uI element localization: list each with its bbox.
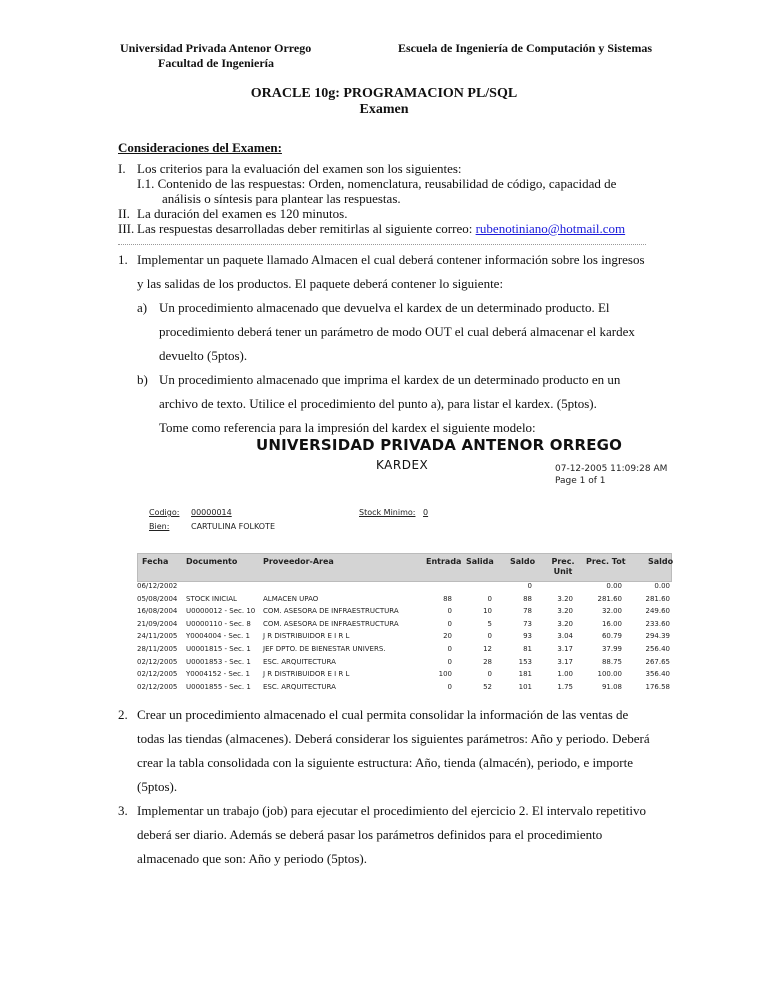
col-entrada: Entrada xyxy=(426,557,462,566)
cell-saldo: 153 xyxy=(518,657,532,666)
cell-saldo-2: 356.40 xyxy=(645,670,670,679)
cell-entrada: 20 xyxy=(443,632,452,641)
q2-line-2: todas las tiendas (almacenes). Deberá considerar los siguientes parámetros: Año y periodo. Deberá xyxy=(137,731,650,746)
table-row xyxy=(137,669,670,680)
table-row xyxy=(137,657,670,668)
cell-entrada: 0 xyxy=(447,682,452,691)
divider xyxy=(118,244,646,245)
university-name: Universidad Privada Antenor Orrego xyxy=(120,41,312,55)
q1b-label: b) xyxy=(137,372,148,387)
page-header-left xyxy=(120,41,380,71)
cell-saldo: 181 xyxy=(518,670,532,679)
cell-prec-unit: 3.17 xyxy=(557,657,573,666)
cell-prec-unit: 1.00 xyxy=(557,670,573,679)
q3-line-3: almacenado que son: Año y periodo (5ptos). xyxy=(137,851,367,866)
cell-saldo: 93 xyxy=(523,632,532,641)
cell-saldo-2: 267.65 xyxy=(645,657,670,666)
table-row xyxy=(137,631,670,642)
cell-fecha: 21/09/2004 xyxy=(137,619,178,628)
table-row xyxy=(137,619,670,630)
faculty-name: Facultad de Ingeniería xyxy=(158,56,274,70)
cell-salida: 12 xyxy=(483,645,492,653)
kardex-bien-value: CARTULINA FOLKOTE xyxy=(191,522,275,531)
table-row xyxy=(137,644,670,655)
table-row xyxy=(137,606,670,617)
document-title: ORACLE 10g: PROGRAMACION PL/SQL xyxy=(250,86,518,101)
q1a-line-3: devuelto (5ptos). xyxy=(159,348,248,363)
cell-documento: Y0004152 - Sec. 1 xyxy=(186,670,250,679)
cell-fecha: 28/11/2005 xyxy=(137,645,178,653)
cell-prec-tot: 60.79 xyxy=(601,632,622,641)
cell-salida: 10 xyxy=(483,607,492,616)
q1b-line-2: archivo de texto. Utilice el procedimiento del punto a), para listar el kardex. (5ptos). xyxy=(159,396,597,411)
consideration-1-1-text: I.1. Contenido de las respuestas: Orden, nomenclatura, reusabilidad de código, capacidad de xyxy=(137,176,617,191)
col-fecha: Fecha xyxy=(142,557,169,566)
q2-number: 2. xyxy=(118,707,128,722)
cell-prec-unit: 3.20 xyxy=(557,607,573,616)
kardex-stock-label: Stock Minimo: xyxy=(359,508,416,517)
kardex-codigo-label: Codigo: xyxy=(149,508,180,517)
table-row xyxy=(137,594,670,605)
cell-saldo-2: 256.40 xyxy=(645,645,670,653)
cell-fecha: 06/12/2002 xyxy=(137,582,178,590)
cell-entrada: 0 xyxy=(447,619,452,628)
cell-proveedor: COM. ASESORA DE INFRAESTRUCTURA xyxy=(263,607,399,616)
col-salida: Salida xyxy=(466,557,494,566)
cell-prec-unit: 3.20 xyxy=(557,619,573,628)
cell-prec-tot: 88.75 xyxy=(601,657,622,666)
q1a-line-1: Un procedimiento almacenado que devuelva el kardex de un determinado producto. El xyxy=(159,300,610,315)
cell-saldo: 81 xyxy=(523,645,532,653)
q3-line-2: deberá ser diario. Además se deberá pasar los parámetros definidos para el procedimiento xyxy=(137,827,603,842)
q3-line-1: Implementar un trabajo (job) para ejecutar el procedimiento del ejercicio 2. El intervalo repetitivo xyxy=(137,803,646,818)
cell-documento: U0001855 - Sec. 1 xyxy=(186,682,251,691)
q3-number: 3. xyxy=(118,803,128,818)
cell-saldo-2: 294.39 xyxy=(645,632,670,641)
col-saldo-2: Saldo xyxy=(648,557,674,566)
col-prec-tot: Prec. Tot xyxy=(586,557,626,566)
cell-entrada: 0 xyxy=(447,657,452,666)
q1a-line-2: procedimiento deberá tener un parámetro de modo OUT el cual deberá almacenar el kardex xyxy=(159,324,635,339)
cell-proveedor: J R DISTRIBUIDOR E I R L xyxy=(263,632,350,641)
kardex-stock-value: 0 xyxy=(423,508,429,517)
cell-saldo: 78 xyxy=(523,607,532,616)
kardex-page: Page 1 of 1 xyxy=(555,476,606,486)
cell-saldo-2: 233.60 xyxy=(645,619,670,628)
kardex-table-header xyxy=(137,553,672,582)
cell-proveedor: ESC. ARQUITECTURA xyxy=(263,657,336,666)
kardex-codigo-value: 00000014 xyxy=(191,508,232,517)
consideration-2-num: II. xyxy=(118,206,130,221)
consideration-3-text: Las respuestas desarrolladas deber remitirlas al siguiente correo: xyxy=(137,221,473,236)
cell-entrada: 0 xyxy=(447,645,452,653)
q1-line-2: y las salidas de los productos. El paquete deberá contener lo siguiente: xyxy=(137,276,504,291)
cell-prec-unit: 3.20 xyxy=(557,594,573,603)
col-proveedor: Proveedor-Area xyxy=(263,557,334,566)
cell-documento: STOCK INICIAL xyxy=(186,594,237,603)
col-documento: Documento xyxy=(186,557,238,566)
considerations-heading: Consideraciones del Examen: xyxy=(118,140,282,155)
consideration-3-line xyxy=(137,221,625,236)
cell-prec-tot: 0.00 xyxy=(606,582,622,590)
cell-prec-tot: 32.00 xyxy=(601,607,622,616)
cell-saldo-2: 281.60 xyxy=(645,594,670,603)
cell-entrada: 88 xyxy=(443,594,452,603)
cell-proveedor: COM. ASESORA DE INFRAESTRUCTURA xyxy=(263,619,399,628)
cell-documento: U0000012 - Sec. 10 xyxy=(186,607,256,616)
email-link[interactable]: rubenotiniano@hotmail.com xyxy=(475,221,626,236)
cell-salida: 5 xyxy=(487,619,492,628)
kardex-title: KARDEX xyxy=(376,458,429,472)
q1b-line-3: Tome como referencia para la impresión del kardex el siguiente modelo: xyxy=(159,420,536,435)
cell-saldo-2: 0.00 xyxy=(654,582,670,590)
cell-saldo: 73 xyxy=(523,619,532,628)
col-saldo: Saldo xyxy=(510,557,536,566)
table-row xyxy=(137,581,670,592)
table-row xyxy=(137,682,670,693)
cell-proveedor: J R DISTRIBUIDOR E I R L xyxy=(263,670,350,679)
cell-prec-tot: 281.60 xyxy=(597,594,622,603)
q1-number: 1. xyxy=(118,252,128,267)
document-subtitle: Examen xyxy=(359,102,409,117)
cell-salida: 0 xyxy=(487,670,492,679)
cell-saldo: 88 xyxy=(523,594,532,603)
cell-salida: 0 xyxy=(487,632,492,641)
q1a-label: a) xyxy=(137,300,148,315)
cell-prec-tot: 16.00 xyxy=(601,619,622,628)
cell-documento: U0001815 - Sec. 1 xyxy=(186,645,251,653)
q2-line-3: crear la tabla consolidada con la siguiente estructura: Año, tienda (almacén), periodo, e importe xyxy=(137,755,633,770)
cell-documento: Y0004004 - Sec. 1 xyxy=(186,632,250,641)
cell-salida: 28 xyxy=(483,657,492,666)
consideration-3-num: III. xyxy=(118,221,135,236)
cell-fecha: 24/11/2005 xyxy=(137,632,178,641)
kardex-org-title: UNIVERSIDAD PRIVADA ANTENOR ORREGO xyxy=(256,436,623,454)
col-prec-unit-2: Unit xyxy=(553,567,573,576)
kardex-datetime-block xyxy=(555,463,667,487)
cell-prec-tot: 100.00 xyxy=(597,670,622,679)
consideration-2-text: La duración del examen es 120 minutos. xyxy=(137,206,348,221)
cell-saldo: 101 xyxy=(518,682,532,691)
cell-proveedor: JEF DPTO. DE BIENESTAR UNIVERS. xyxy=(263,645,386,653)
cell-prec-unit: 3.17 xyxy=(557,645,573,653)
q2-line-1: Crear un procedimiento almacenado el cual permita consolidar la información de las ventas de xyxy=(137,707,629,722)
q1-line-1: Implementar un paquete llamado Almacen el cual deberá contener información sobre los ingresos xyxy=(137,252,645,267)
cell-fecha: 16/08/2004 xyxy=(137,607,178,616)
cell-salida: 52 xyxy=(483,682,492,691)
cell-fecha: 02/12/2005 xyxy=(137,682,178,691)
cell-fecha: 05/08/2004 xyxy=(137,594,178,603)
consideration-1-num: I. xyxy=(118,161,126,176)
q1b-line-1: Un procedimiento almacenado que imprima el kardex de un determinado producto en un xyxy=(159,372,621,387)
q2-line-4: (5ptos). xyxy=(137,779,178,794)
cell-proveedor: ALMACEN UPAO xyxy=(263,594,319,603)
kardex-bien-label: Bien: xyxy=(149,522,170,531)
cell-saldo-2: 176.58 xyxy=(645,682,670,691)
kardex-datetime: 07-12-2005 11:09:28 AM xyxy=(555,464,668,474)
consideration-1-text: Los criterios para la evaluación del examen son los siguientes: xyxy=(137,161,462,176)
col-prec-unit-1: Prec. xyxy=(551,557,575,566)
school-name: Escuela de Ingeniería de Computación y Sistemas xyxy=(398,41,653,55)
cell-saldo: 0 xyxy=(527,582,532,590)
consideration-1-1-cont: análisis o síntesis para plantear las respuestas. xyxy=(162,191,401,206)
cell-documento: U0001853 - Sec. 1 xyxy=(186,657,251,666)
cell-prec-tot: 91.08 xyxy=(601,682,622,691)
cell-documento: U0000110 - Sec. 8 xyxy=(186,619,251,628)
cell-prec-unit: 1.75 xyxy=(557,682,573,691)
cell-entrada: 100 xyxy=(438,670,452,679)
cell-salida: 0 xyxy=(487,594,492,603)
cell-prec-tot: 37.99 xyxy=(601,645,622,653)
cell-prec-unit: 3.04 xyxy=(557,632,573,641)
col-prec-unit xyxy=(550,557,576,577)
cell-fecha: 02/12/2005 xyxy=(137,657,178,666)
cell-fecha: 02/12/2005 xyxy=(137,670,178,679)
cell-entrada: 0 xyxy=(447,607,452,616)
cell-proveedor: ESC. ARQUITECTURA xyxy=(263,682,336,691)
cell-saldo-2: 249.60 xyxy=(645,607,670,616)
